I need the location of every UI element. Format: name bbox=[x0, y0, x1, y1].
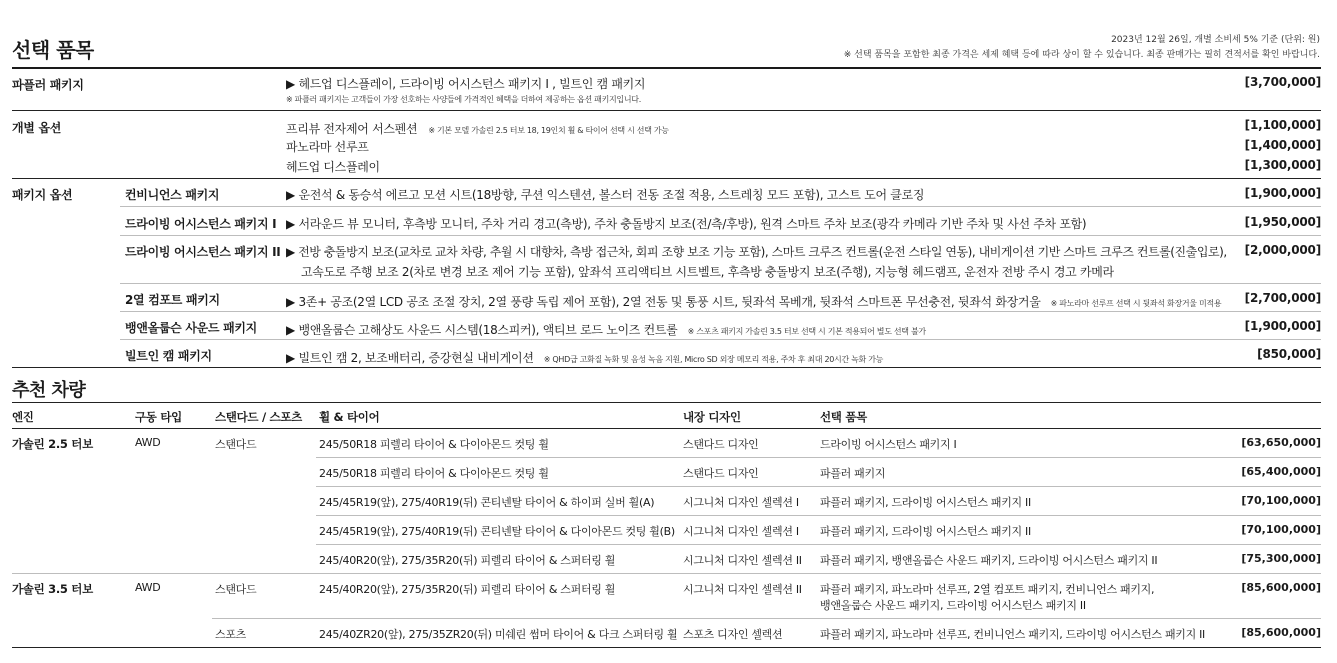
col-header-options: 선택 품목 bbox=[820, 410, 867, 424]
package-content: ▶ 3존+ 공조(2열 LCD 공조 조절 장치, 2열 풍량 독립 제어 포함), 2열 전동 및 통풍 시트, 뒷좌석 목베개, 뒷좌석 스마트폰 무선충전, 뒷좌석 화장거울 bbox=[286, 295, 1041, 309]
cell-price: [70,100,000] bbox=[1241, 523, 1321, 536]
power-package-label: 파플러 패키지 bbox=[12, 78, 84, 92]
package-name: 드라이빙 어시스턴스 패키지 II bbox=[125, 245, 281, 259]
row-divider bbox=[316, 486, 1321, 487]
cell-options: 파플러 패키지 bbox=[820, 467, 886, 480]
power-package-note: ※ 파플러 패키지는 고객들이 가장 선호하는 사양들에 가격적인 혜택을 더하여 제공하는 옵션 패키지입니다. bbox=[286, 95, 641, 104]
cell-interior: 시그니처 디자인 셀렉션 II bbox=[683, 583, 802, 596]
page-title: 선택 품목 bbox=[12, 38, 94, 62]
cell-options: 파플러 패키지, 뱅앤올룹슨 사운드 패키지, 드라이빙 어시스턴스 패키지 II bbox=[820, 554, 1158, 567]
package-row bbox=[286, 347, 883, 366]
cell-wheel: 245/40R20(앞), 275/35R20(뒤) 피렐리 타이어 & 스퍼터링 휠 bbox=[319, 554, 616, 567]
row-divider bbox=[212, 618, 1321, 619]
cell-price: [85,600,000] bbox=[1241, 626, 1321, 639]
package-note: ※ QHD급 고화질 녹화 및 음성 녹음 지원, Micro SD 외장 메모리 적용, 주차 후 최대 20시간 녹화 가능 bbox=[543, 355, 884, 364]
individual-option-price: [1,100,000] bbox=[1244, 118, 1321, 132]
cell-options-cont: 뱅앤올룹슨 사운드 패키지, 드라이빙 어시스턴스 패키지 II bbox=[820, 599, 1086, 612]
package-price: [1,900,000] bbox=[1244, 319, 1321, 333]
cell-wheel: 245/45R19(앞), 275/40R19(뒤) 콘티넨탈 타이어 & 하이퍼 실버 휠(A) bbox=[319, 496, 655, 509]
package-content: ▶ 전방 충돌방지 보조(교차로 교차 차량, 추월 시 대향차, 측방 접근차, 회피 조향 보조 기능 포함), 스마트 크루즈 컨트롤(운전 스타일 연동), 내비게이션 기반 스마트 크루즈 컨트롤(진출입로), bbox=[286, 245, 1227, 259]
col-header-interior: 내장 디자인 bbox=[683, 410, 741, 424]
row-divider bbox=[120, 339, 1321, 340]
cell-engine: 가솔린 3.5 터보 bbox=[12, 582, 93, 596]
table-bottom-rule bbox=[12, 647, 1321, 648]
package-name: 드라이빙 어시스턴스 패키지 I bbox=[125, 217, 277, 231]
section-rule bbox=[12, 402, 1321, 403]
package-name: 뱅앤올룹슨 사운드 패키지 bbox=[125, 321, 257, 335]
row-divider bbox=[316, 515, 1321, 516]
cell-trim: 스탠다드 bbox=[215, 438, 257, 451]
cell-price: [65,400,000] bbox=[1241, 465, 1321, 478]
row-divider bbox=[120, 283, 1321, 284]
individual-option-price: [1,300,000] bbox=[1244, 158, 1321, 172]
cell-price: [75,300,000] bbox=[1241, 552, 1321, 565]
package-note: ※ 파노라마 선루프 선택 시 뒷좌석 화장거울 미적용 bbox=[1050, 299, 1222, 308]
package-name: 컨비니언스 패키지 bbox=[125, 188, 220, 202]
package-row bbox=[286, 291, 1221, 310]
cell-wheel: 245/50R18 피렐리 타이어 & 다이아몬드 컷팅 휠 bbox=[319, 467, 549, 480]
cell-options: 파플러 패키지, 파노라마 선루프, 컨비니언스 패키지, 드라이빙 어시스턴스 패키지 II bbox=[820, 628, 1206, 641]
date-line: 2023년 12월 26일, 개별 소비세 5% 기준 (단위: 원) bbox=[1111, 35, 1320, 45]
row-divider bbox=[316, 457, 1321, 458]
cell-interior: 스탠다드 디자인 bbox=[683, 467, 759, 480]
table-header-rule bbox=[12, 428, 1321, 429]
cell-price: [63,650,000] bbox=[1241, 436, 1321, 449]
cell-price: [70,100,000] bbox=[1241, 494, 1321, 507]
cell-drive: AWD bbox=[135, 436, 161, 449]
cell-interior: 스포츠 디자인 셀렉션 bbox=[683, 628, 783, 641]
cell-engine: 가솔린 2.5 터보 bbox=[12, 437, 93, 451]
cell-options: 드라이빙 어시스턴스 패키지 I bbox=[820, 438, 957, 451]
price-disclaimer: ※ 선택 품목을 포함한 최종 가격은 세제 혜택 등에 따라 상이 할 수 있습니다. 최종 판매가는 필히 견적서를 확인 바랍니다. bbox=[843, 50, 1320, 60]
section-rule bbox=[12, 110, 1321, 111]
cell-trim: 스탠다드 bbox=[215, 583, 257, 596]
package-content: ▶ 뱅앤올룹슨 고해상도 사운드 시스템(18스피커), 액티브 로드 노이즈 컨트롤 bbox=[286, 323, 678, 337]
cell-options: 파플러 패키지, 파노라마 선루프, 2열 컴포트 패키지, 컨비니언스 패키지, bbox=[820, 583, 1155, 596]
cell-options: 파플러 패키지, 드라이빙 어시스턴스 패키지 II bbox=[820, 525, 1031, 538]
cell-interior: 시그니처 디자인 셀렉션 II bbox=[683, 554, 802, 567]
package-name: 2열 컴포트 패키지 bbox=[125, 293, 220, 307]
individual-option-price: [1,400,000] bbox=[1244, 138, 1321, 152]
col-header-engine: 엔진 bbox=[12, 410, 34, 424]
col-header-trim: 스탠다드 / 스포츠 bbox=[215, 410, 302, 424]
individual-option-row bbox=[286, 118, 669, 137]
col-header-drive: 구동 타입 bbox=[135, 410, 182, 424]
row-divider bbox=[12, 573, 1321, 574]
package-note: ※ 스포츠 패키지 가솔린 3.5 터보 선택 시 기본 적용되어 별도 선택 불가 bbox=[687, 327, 926, 336]
package-price: [2,700,000] bbox=[1244, 291, 1321, 305]
cell-interior: 시그니처 디자인 셀렉션 I bbox=[683, 496, 799, 509]
package-content: ▶ 서라운드 뷰 모니터, 후측방 모니터, 주차 거리 경고(측방), 주차 충돌방지 보조(전/측/후방), 원격 스마트 주차 보조(광각 카메라 기반 주차 및 사선 주차 포함) bbox=[286, 217, 1087, 231]
row-divider bbox=[120, 311, 1321, 312]
section-rule bbox=[12, 367, 1321, 368]
power-package-content: ▶ 헤드업 디스플레이, 드라이빙 어시스턴스 패키지 I , 빌트인 캠 패키지 bbox=[286, 77, 646, 91]
col-header-wheel: 휠 & 타이어 bbox=[319, 410, 380, 424]
package-price: [2,000,000] bbox=[1244, 243, 1321, 257]
cell-wheel: 245/40R20(앞), 275/35R20(뒤) 피렐리 타이어 & 스퍼터링 휠 bbox=[319, 583, 616, 596]
cell-drive: AWD bbox=[135, 581, 161, 594]
package-content-cont: 고속도로 주행 보조 2(차로 변경 보조 제어 기능 포함), 앞좌석 프리액티브 시트벨트, 후측방 충돌방지 보조(주행), 지능형 헤드램프, 운전자 전방 주시 경고 카메라 bbox=[301, 265, 1114, 279]
individual-option-name: 헤드업 디스플레이 bbox=[286, 160, 380, 174]
cell-options: 파플러 패키지, 드라이빙 어시스턴스 패키지 II bbox=[820, 496, 1031, 509]
cell-wheel: 245/45R19(앞), 275/40R19(뒤) 콘티넨탈 타이어 & 다이아몬드 컷팅 휠(B) bbox=[319, 525, 675, 538]
cell-wheel: 245/40ZR20(앞), 275/35ZR20(뒤) 미쉐린 썸머 타이어 & 다크 스퍼터링 휠 bbox=[319, 628, 678, 641]
package-content: ▶ 운전석 & 동승석 에르고 모션 시트(18방향, 쿠션 익스텐션, 볼스터 전동 조절 적용, 스트레칭 모드 포함), 고스트 도어 클로징 bbox=[286, 188, 925, 202]
cell-interior: 시그니처 디자인 셀렉션 I bbox=[683, 525, 799, 538]
cell-trim: 스포츠 bbox=[215, 628, 246, 641]
package-row bbox=[286, 319, 926, 338]
recommended-title: 추천 차량 bbox=[12, 380, 86, 401]
row-divider bbox=[316, 544, 1321, 545]
package-options-label: 패키지 옵션 bbox=[12, 188, 73, 202]
package-price: [850,000] bbox=[1257, 347, 1321, 361]
cell-wheel: 245/50R18 피렐리 타이어 & 다이아몬드 컷팅 휠 bbox=[319, 438, 549, 451]
individual-option-name: 프리뷰 전자제어 서스펜션 bbox=[286, 122, 418, 136]
header-rule bbox=[12, 67, 1321, 69]
individual-option-name: 파노라마 선루프 bbox=[286, 140, 369, 154]
cell-interior: 스탠다드 디자인 bbox=[683, 438, 759, 451]
package-price: [1,900,000] bbox=[1244, 186, 1321, 200]
section-rule bbox=[12, 178, 1321, 179]
package-content: ▶ 빌트인 캠 2, 보조배터리, 증강현실 내비게이션 bbox=[286, 351, 534, 365]
row-divider bbox=[120, 235, 1321, 236]
power-package-price: [3,700,000] bbox=[1244, 75, 1321, 89]
cell-price: [85,600,000] bbox=[1241, 581, 1321, 594]
package-price: [1,950,000] bbox=[1244, 215, 1321, 229]
individual-options-label: 개별 옵션 bbox=[12, 121, 62, 135]
individual-option-note: ※ 기본 모델 가솔린 2.5 터보 18, 19인치 휠 & 타이어 선택 시 선택 가능 bbox=[428, 126, 669, 135]
package-name: 빌트인 캠 패키지 bbox=[125, 349, 212, 363]
row-divider bbox=[120, 206, 1321, 207]
